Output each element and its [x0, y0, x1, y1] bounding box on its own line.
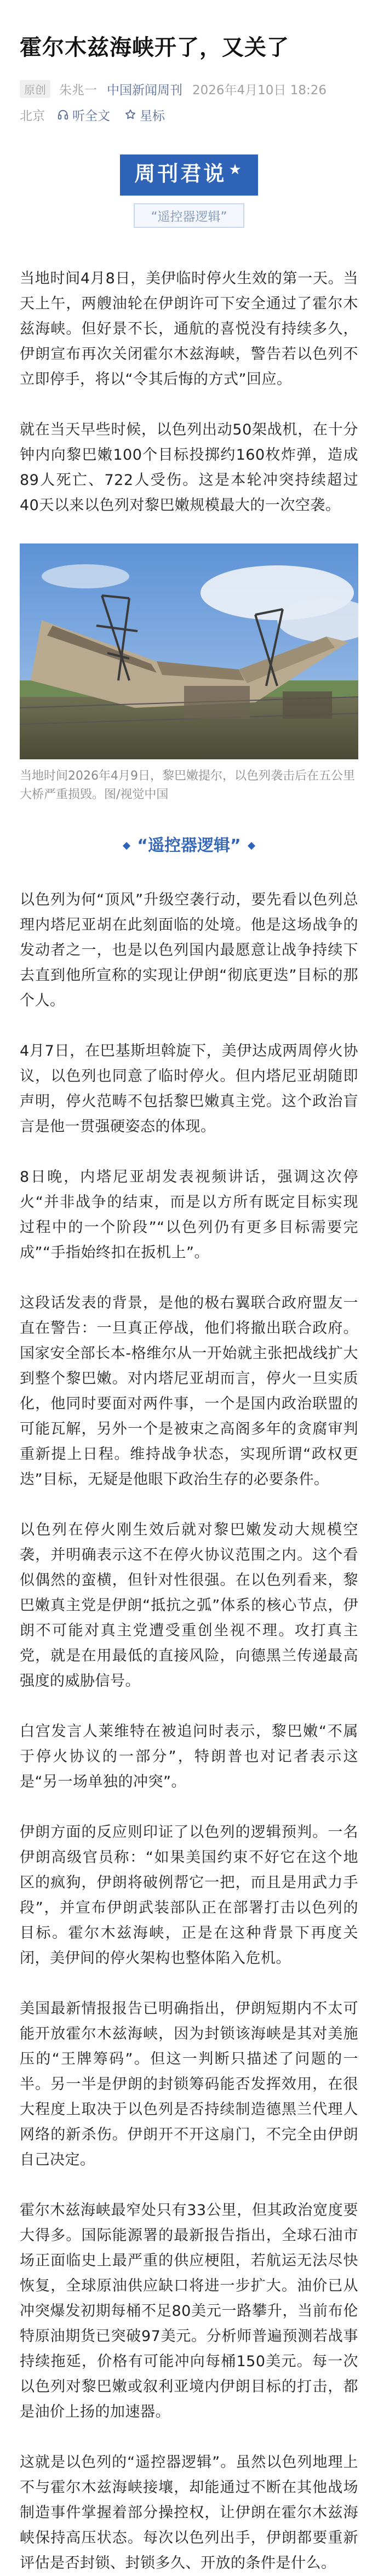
- paragraph-6: 这段话发表的背景，是他的极右翼联合政府盟友一直在警告：一旦真正停战，他们将撤出联合政府。国家安全部长本-格维尔从一开始就主张把战线扩大到整个黎巴嫩。对内塔尼亚胡而言，停火一旦实质化，他同时要面对两件事，一个是国内政治联盟的可能瓦解，另外一个是被束之高阁多年的贪腐审判重新提上日程。维持战争状态，实现所谓“政权更迭”目标，无疑是他眼下政治生存的必要条件。: [20, 1295, 358, 1488]
- headphones-icon: [57, 108, 69, 121]
- author-name: 朱兆一: [59, 83, 97, 98]
- paragraph-1: 当地时间4月8日，美伊临时停火生效的第一天。当天上午，两艘油轮在伊朗许可下安全通过了霍尔木兹海峡。但好景不长，通航的喜悦没有持续多久，伊朗宣布再次关闭霍尔木兹海峡，警告若以色列不立即停手，将以“令其后悔的方式”回应。: [20, 270, 358, 388]
- paragraph-9: 伊朗方面的反应则印证了以色列的逻辑预判。一名伊朗高级官员称：“如果美国约束不好它在这个地区的疯狗，伊朗将破例帮它一把，而且是用武力手段”，并宣布伊朗武装部队正在部署打击以色列的目标。霍尔木兹海峡，正是在这种背景下再度关闭，美伊间的停火架构也整体陷入危机。: [20, 1824, 358, 1967]
- news-photo-figure: [0, 543, 378, 804]
- banner-tag: “遥控器逻辑”: [134, 203, 245, 228]
- paragraph-7: 以色列在停火刚生效后就对黎巴嫩发动大规模空袭，并明确表示这不在停火协议范围之内。这个看似偶然的蛮横，但针对性很强。在以色列看来，黎巴嫩真主党是伊朗“抵抗之弧”体系的核心节点，伊朗不可能对真主党遭受重创坐视不理。攻打真主党，就是在用最低的直接风险，向德黑兰传递最高强度的威胁信号。: [20, 1521, 358, 1690]
- diamond-icon-left: [123, 842, 130, 850]
- column-banner: [0, 124, 378, 196]
- diamond-icon-right: [248, 842, 255, 850]
- account-link[interactable]: 中国新闻周刊: [107, 83, 182, 98]
- section-heading: [0, 835, 378, 857]
- publish-date: 2026年4月10日 18:26: [192, 83, 327, 98]
- listen-button[interactable]: [57, 106, 110, 124]
- location: 北京: [20, 108, 45, 123]
- paragraph-11: 霍尔木兹海峡最窄处只有33公里，但其政治宽度要大得多。国际能源署的最新报告指出，全球石油市场正面临史上最严重的供应梗阻，若航运无法尽快恢复，全球原油供应缺口将进一步扩大。油价已从冲突爆发初期每桶不足80美元一路攀升，当前布伦特原油期货已突破97美元。分析师普遍预测若战事持续拖延，价格有可能冲向每桶150美元。每一次以色列对黎巴嫩或叙利亚境内伊朗目标的打击，都是油价上扬的加速器。: [20, 2202, 358, 2420]
- star-button[interactable]: [124, 106, 165, 124]
- listen-label: 听全文: [72, 108, 110, 123]
- banner-title: 周刊君说: [134, 162, 227, 186]
- paragraph-10: 美国最新情报报告已明确指出，伊朗短期内不太可能开放霍尔木兹海峡，因为封锁该海峡是其对美施压的“王牌筹码”。但这一判断只描述了问题的一半。另一半是伊朗的封锁筹码能否发挥效用，在很大程度上取决于以色列是否持续制造德黑兰代理人网络的新杀伤。伊朗开不开这扇门，不完全由伊朗自己决定。: [20, 2000, 358, 2168]
- banner-subtitle: [0, 196, 378, 228]
- paragraph-12: 这就是以色列的“遥控器逻辑”。虽然以色列地理上不与霍尔木兹海峡接壤，却能通过不断在其他战场制造事件掌握着部分操控权，让伊朗在霍尔木兹海峡保持高压状态。每次以色列出手，伊朗都要重新评估是否封锁、封锁多久、开放的条件是什么。: [20, 2454, 358, 2572]
- section-heading-text: “遥控器逻辑”: [137, 836, 241, 855]
- banner-star-icon: ★: [228, 162, 244, 178]
- paragraph-5: 8日晚，内塔尼亚胡发表视频讲话，强调这次停火“并非战争的结束，而是以方所有既定目标实现过程中的一个阶段”“以色列仍有更多目标需要完成”“手指始终扣在扳机上”。: [20, 1169, 358, 1261]
- paragraph-2: 就在当天早些时候，以色列出动50架战机，在十分钟内向黎巴嫩100个目标投掷约160枚炸弹，造成89人死亡、722人受伤。这是本轮冲突持续超过40天以来以色列对黎巴嫩规模最大的一次空袭。: [20, 421, 358, 514]
- bridge-damage-photo: [20, 543, 358, 759]
- star-label: 星标: [140, 108, 165, 123]
- star-icon: [124, 108, 136, 121]
- original-tag: 原创: [20, 80, 50, 98]
- photo-caption: 当地时间2026年4月9日，黎巴嫩提尔，以色列袭击后在五公里大桥严重损毁。图/视觉中国: [20, 769, 355, 802]
- banner-box: [120, 154, 257, 196]
- article-title: 霍尔木兹海峡开了，又关了: [20, 35, 289, 60]
- paragraph-4: 4月7日，在巴基斯坦斡旋下，美伊达成两周停火协议，以色列也同意了临时停火。但内塔尼亚胡随即声明，停火范畴不包括黎巴嫩真主党。这个政治盲言是他一贯强硬姿态的体现。: [20, 1043, 358, 1135]
- article-actions: [0, 98, 378, 124]
- paragraph-8: 白宫发言人莱维特在被追问时表示，黎巴嫩“不属于停火协议的一部分”，特朗普也对记者表示这是“另一场单独的冲突”。: [20, 1723, 358, 1790]
- article-meta: [0, 64, 378, 98]
- paragraph-3: 以色列为何“顶风”升级空袭行动，要先看以色列总理内塔尼亚胡在此刻面临的处境。他是这场战争的发动者之一，也是以色列国内最愿意让战争持续下去直到他所宣称的实现让伊朗“彻底更迭”目标的那个人。: [20, 891, 358, 1009]
